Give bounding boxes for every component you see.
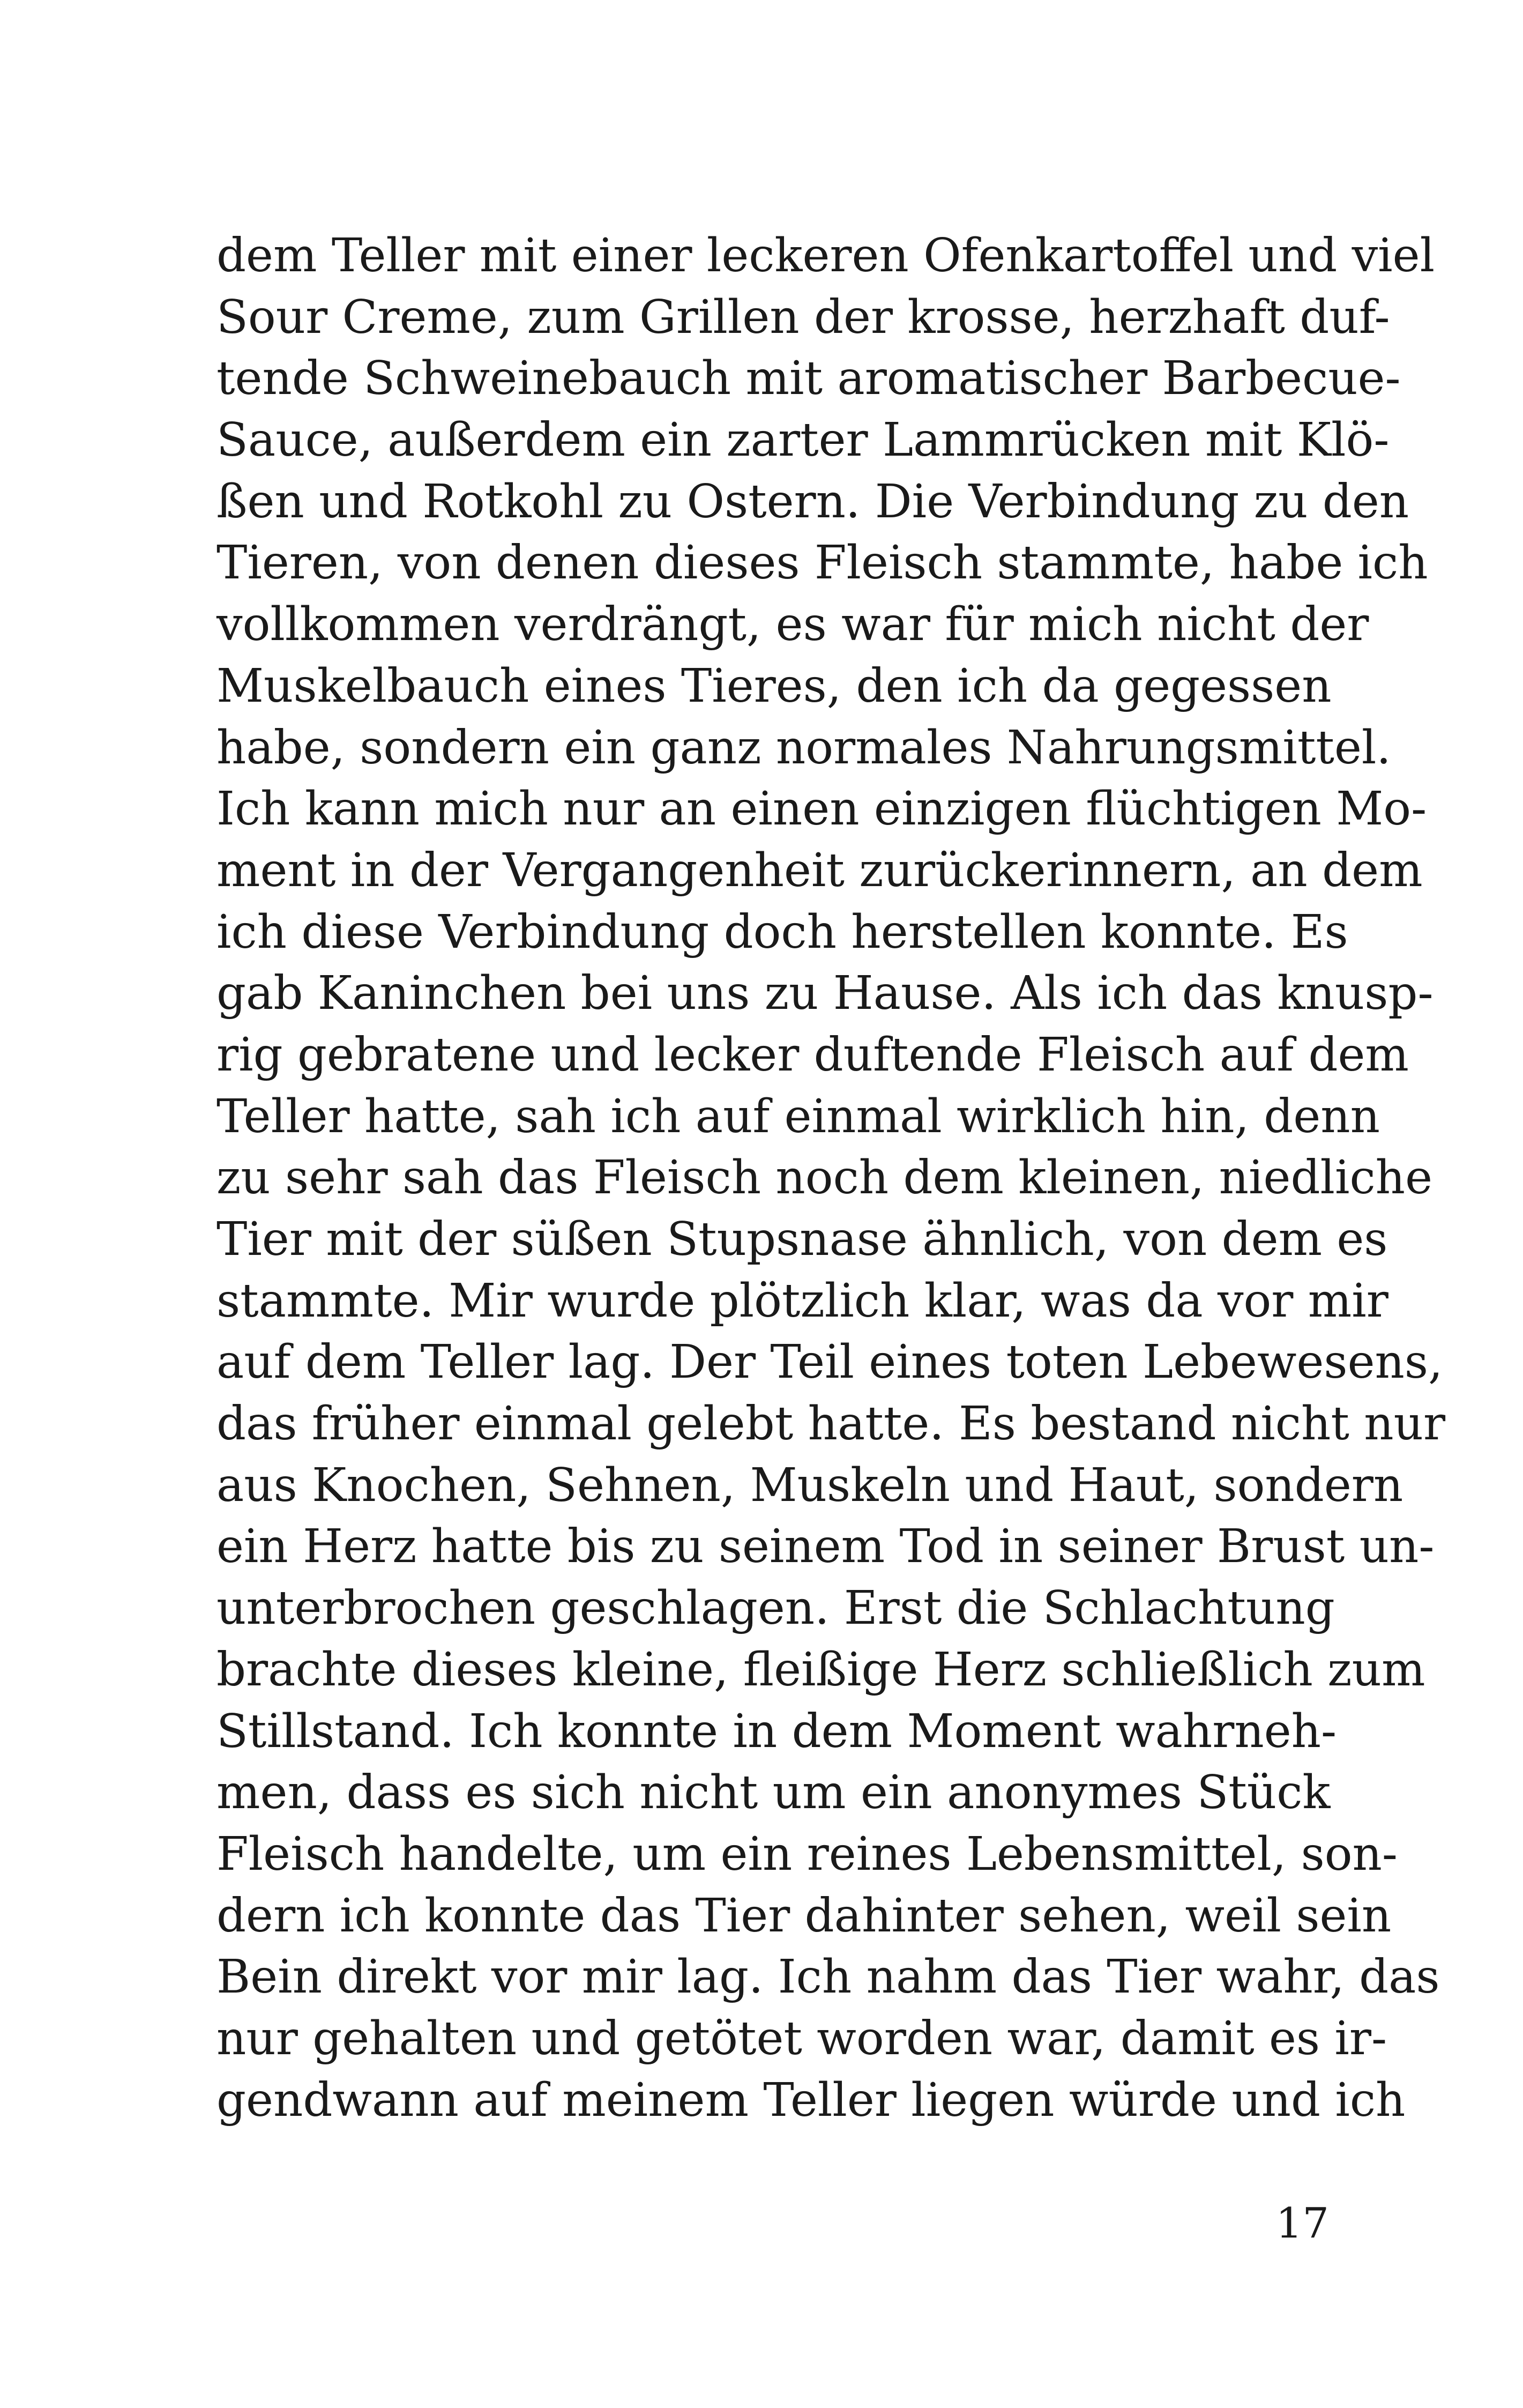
text-line: das früher einmal gelebt hatte. Es bestand nicht nur xyxy=(216,1397,1446,1451)
text-line: Teller hatte, sah ich auf einmal wirklich hin, denn xyxy=(216,1089,1380,1143)
text-line: zu sehr sah das Fleisch noch dem kleinen, niedliche xyxy=(216,1151,1432,1205)
text-line: auf dem Teller lag. Der Teil eines toten Lebewesens, xyxy=(216,1335,1443,1389)
text-line: Ich kann mich nur an einen einzigen flüchtigen Mo- xyxy=(216,782,1427,836)
text-line: ein Herz hatte bis zu seinem Tod in seiner Brust un- xyxy=(216,1520,1435,1574)
text-line: ßen und Rotkohl zu Ostern. Die Verbindung zu den xyxy=(216,474,1409,529)
text-line: vollkommen verdrängt, es war für mich nicht der xyxy=(216,598,1369,652)
text-line: Stillstand. Ich konnte in dem Moment wahrneh- xyxy=(216,1704,1337,1758)
text-line: nur gehalten und getötet worden war, damit es ir- xyxy=(216,2011,1387,2065)
text-line: Muskelbauch eines Tieres, den ich da gegessen xyxy=(216,659,1332,713)
text-line: rig gebratene und lecker duftende Fleisch auf dem xyxy=(216,1028,1409,1082)
page-number: 17 xyxy=(1275,2199,1329,2248)
text-line: aus Knochen, Sehnen, Muskeln und Haut, sondern xyxy=(216,1458,1403,1512)
text-line: gendwann auf meinem Teller liegen würde und ich xyxy=(216,2073,1406,2127)
text-line: brachte dieses kleine, fleißige Herz schließlich zum xyxy=(216,1643,1425,1697)
text-line: unterbrochen geschlagen. Erst die Schlachtung xyxy=(216,1581,1335,1636)
text-line: dem Teller mit einer leckeren Ofenkartoffel und viel xyxy=(216,229,1435,283)
text-line: habe, sondern ein ganz normales Nahrungsmittel. xyxy=(216,720,1391,775)
text-line: Sour Creme, zum Grillen der krosse, herzhaft duf- xyxy=(216,290,1390,344)
text-line: gab Kaninchen bei uns zu Hause. Als ich das knusp- xyxy=(216,967,1434,1021)
text-line: ment in der Vergangenheit zurückerinnern, an dem xyxy=(216,843,1423,897)
text-line: stammte. Mir wurde plötzlich klar, was da vor mir xyxy=(216,1274,1388,1328)
body-text xyxy=(216,225,1446,2131)
text-line: Tieren, von denen dieses Fleisch stammte, habe ich xyxy=(216,536,1428,590)
text-line: ich diese Verbindung doch herstellen konnte. Es xyxy=(216,905,1348,959)
text-line: dern ich konnte das Tier dahinter sehen, weil sein xyxy=(216,1889,1392,1943)
text-line: Sauce, außerdem ein zarter Lammrücken mit Klö- xyxy=(216,413,1390,467)
text-line: men, dass es sich nicht um ein anonymes Stück xyxy=(216,1766,1331,1820)
text-line: Tier mit der süßen Stupsnase ähnlich, von dem es xyxy=(216,1213,1388,1266)
text-line: tende Schweinebauch mit aromatischer Barbecue- xyxy=(216,352,1401,406)
text-line: Bein direkt vor mir lag. Ich nahm das Tier wahr, das xyxy=(216,1950,1440,2004)
text-line: Fleisch handelte, um ein reines Lebensmittel, son- xyxy=(216,1827,1398,1881)
